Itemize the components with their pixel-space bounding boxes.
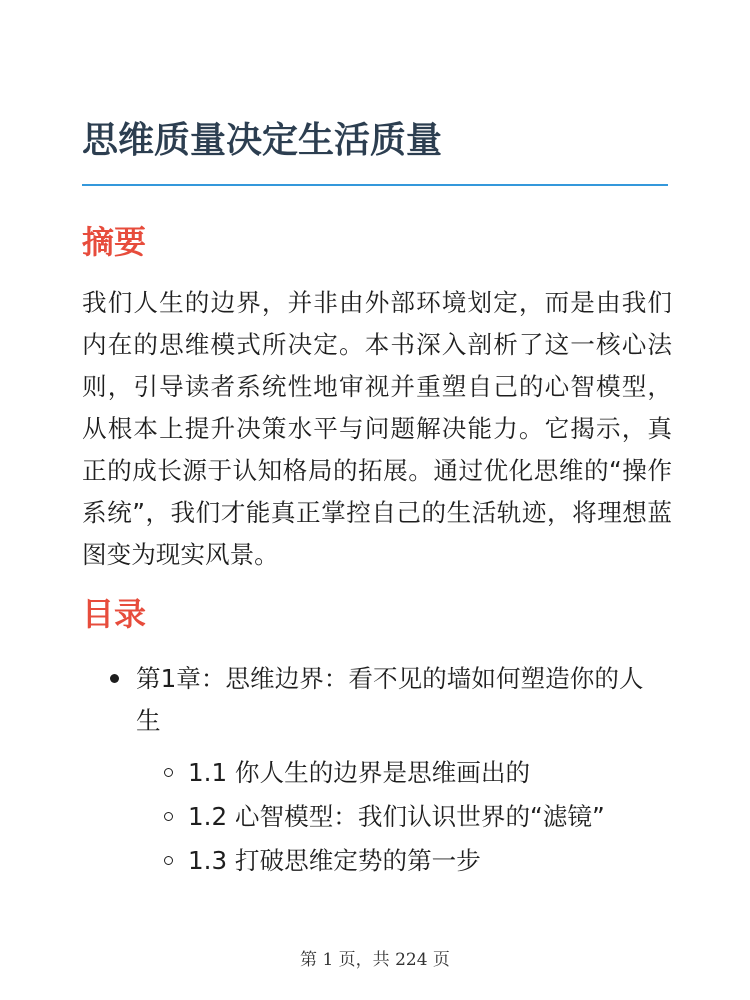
page-number: 第 1 页，共 224 页 <box>300 950 450 970</box>
abstract-text: 我们人生的边界，并非由外部环境划定，而是由我们内在的思维模式所决定。本书深入剖析了这一核心法则，引导读者系统性地审视并重塑自己的心智模型，从根本上提升决策水平与问题解决能力。它揭示，真正的成长源于认知格局的拓展。通过优化思维的“操作系统”，我们才能真正掌控自己的生活轨迹，将理想蓝图变为现实风景。 <box>82 288 672 569</box>
toc-section-item[interactable] <box>160 752 680 794</box>
toc-section-label: 1.2 心智模型：我们认识世界的“滤镜” <box>188 802 605 831</box>
toc-section-label: 1.1 你人生的边界是思维画出的 <box>188 758 531 787</box>
toc-section-label: 1.3 打破思维定势的第一步 <box>188 846 481 875</box>
toc-chapter-label: 第1章：思维边界：看不见的墙如何塑造你的人生 <box>136 664 644 735</box>
toc-heading: 目录 <box>82 595 147 633</box>
bullet-dot-icon <box>110 674 119 683</box>
bullet-circle-icon <box>164 812 173 821</box>
toc-section-item[interactable] <box>160 796 680 838</box>
bullet-circle-icon <box>164 856 173 865</box>
page-title: 思维质量决定生活质量 <box>82 120 443 161</box>
abstract-heading: 摘要 <box>82 223 147 261</box>
title-divider <box>82 184 668 186</box>
toc-chapter-item[interactable] <box>82 658 668 742</box>
toc-section-item[interactable] <box>160 840 680 882</box>
bullet-circle-icon <box>164 768 173 777</box>
